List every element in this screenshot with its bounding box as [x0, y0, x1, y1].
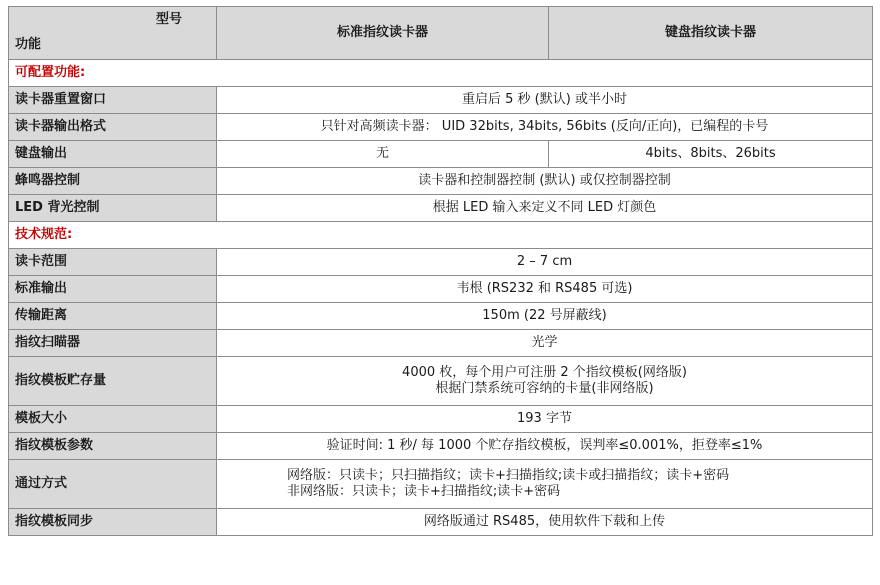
col-standard-reader: 标准指纹读卡器: [217, 7, 549, 60]
row-value: 193 字节: [217, 406, 873, 433]
row-value-keypad: 4bits、8bits、26bits: [549, 141, 873, 168]
row-value: 光学: [217, 330, 873, 357]
row-value: 验证时间: 1 秒/ 每 1000 个贮存指纹模板，误判率≤0.001%，拒登率≤1%: [217, 433, 873, 460]
table-row: [9, 114, 873, 141]
row-label: 键盘输出: [9, 141, 217, 168]
row-label: 传输距离: [9, 303, 217, 330]
row-value: [217, 357, 873, 406]
model-label: 型号: [155, 12, 182, 27]
section-title: 可配置功能:: [9, 60, 873, 87]
row-label: 读卡器输出格式: [9, 114, 217, 141]
row-label: 蜂鸣器控制: [9, 168, 217, 195]
table-row: [9, 330, 873, 357]
row-label: 模板大小: [9, 406, 217, 433]
header-row: [9, 7, 873, 60]
row-label: 指纹模板参数: [9, 433, 217, 460]
table-row: [9, 357, 873, 406]
table-row: [9, 509, 873, 536]
table-row: [9, 195, 873, 222]
row-value: 2 – 7 cm: [217, 249, 873, 276]
section-configurable: [9, 60, 873, 87]
row-value: 只针对高频读卡器： UID 32bits, 34bits, 56bits (反向/正向)，已编程的卡号: [217, 114, 873, 141]
row-label: 通过方式: [9, 460, 217, 509]
table-row: [9, 433, 873, 460]
row-value: 根据 LED 输入来定义不同 LED 灯颜色: [217, 195, 873, 222]
row-value-line: 非网络版：只读卡；读卡+扫描指纹;读卡+密码: [287, 484, 561, 499]
row-label: 读卡范围: [9, 249, 217, 276]
row-value: 150m (22 号屏蔽线): [217, 303, 873, 330]
row-label: LED 背光控制: [9, 195, 217, 222]
row-value: 韦根 (RS232 和 RS485 可选): [217, 276, 873, 303]
table-row: [9, 406, 873, 433]
row-value: [217, 460, 873, 509]
table-row: [9, 168, 873, 195]
row-value: 读卡器和控制器控制 (默认) 或仅控制器控制: [217, 168, 873, 195]
row-label: 指纹模板贮存量: [9, 357, 217, 406]
row-value: 网络版通过 RS485，使用软件下载和上传: [217, 509, 873, 536]
row-label: 指纹扫瞄器: [9, 330, 217, 357]
row-value-line: 网络版：只读卡；只扫描指纹；读卡+扫描指纹;读卡或扫描指纹；读卡+密码: [287, 467, 730, 483]
corner-cell: [9, 7, 217, 60]
row-value-standard: 无: [217, 141, 549, 168]
table-row: [9, 141, 873, 168]
col-keypad-reader: 键盘指纹读卡器: [549, 7, 873, 60]
table-row: [9, 276, 873, 303]
table-row: [9, 87, 873, 114]
function-label: 功能: [15, 36, 42, 52]
row-value-line: 根据门禁系统可容纳的卡量(非网络版): [435, 381, 654, 396]
row-label: 指纹模板同步: [9, 509, 217, 536]
table-row: [9, 249, 873, 276]
row-label: 标准输出: [9, 276, 217, 303]
row-label: 读卡器重置窗口: [9, 87, 217, 114]
section-specs: [9, 222, 873, 249]
section-title: 技术规范:: [9, 222, 873, 249]
table-row: [9, 460, 873, 509]
spec-table: [8, 6, 873, 536]
row-value: 重启后 5 秒 (默认) 或半小时: [217, 87, 873, 114]
row-value-line: 4000 枚，每个用户可注册 2 个指纹模板(网络版): [402, 364, 687, 380]
table-row: [9, 303, 873, 330]
